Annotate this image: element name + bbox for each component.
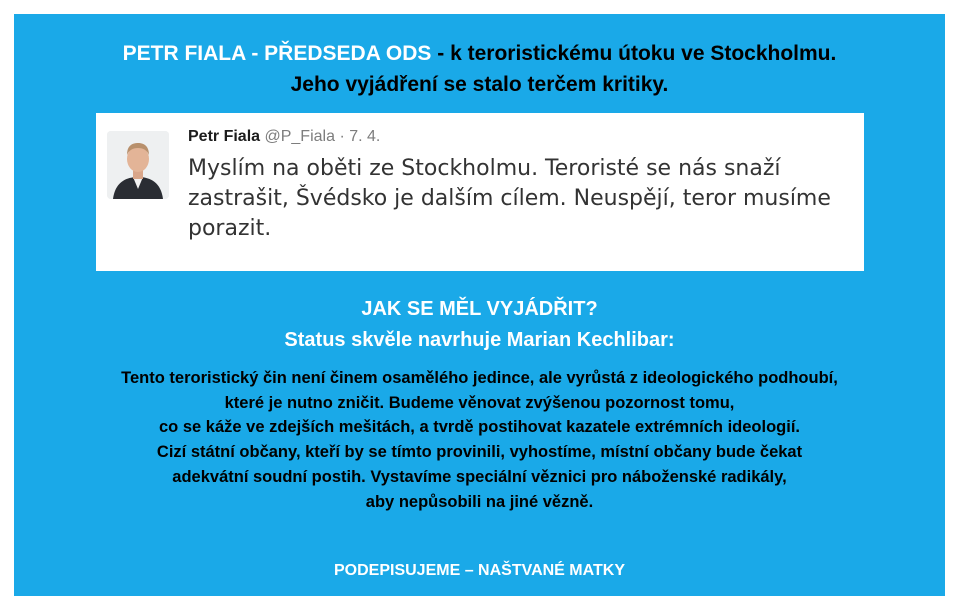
blue-panel: [14, 14, 945, 596]
tweet-date[interactable]: 7. 4.: [349, 128, 381, 145]
tweet-handle[interactable]: @P_Fiala: [264, 128, 335, 145]
headline-topic: - k teroristickému útoku ve Stockholmu.: [431, 42, 837, 65]
avatar: [107, 131, 169, 199]
statement-line: Tento teroristický čin není činem osamělého jedince, ale vyrůstá z ideologického podhoubí,: [121, 369, 838, 387]
portrait-photo: [107, 131, 169, 199]
tweet-header: [188, 128, 380, 146]
headline-line-2: Jeho vyjádření se stalo terčem kritiky.: [290, 73, 669, 96]
headline-line-1: [14, 38, 945, 69]
tweet-separator: ·: [339, 128, 345, 145]
headline-name: PETR FIALA - PŘEDSEDA ODS: [122, 42, 432, 65]
tweet-text: Myslím na oběti ze Stockholmu. Teroristé se nás snaží zastrašit, Švédsko je dalším cílem. Neuspějí, teror musíme porazit.: [188, 156, 831, 241]
statement-line: které je nutno zničit. Budeme věnovat zvýšenou pozornost tomu,: [224, 393, 735, 412]
statement-text: [14, 366, 945, 514]
statement-line: adekvátní soudní postih. Vystavíme speciální věznici pro náboženské radikály,: [172, 467, 787, 486]
tweet-card: [96, 113, 864, 271]
question-title: JAK SE MĚL VYJÁDŘIT?: [361, 298, 598, 320]
statement-line: aby nepůsobili na jiné vězně.: [365, 492, 594, 511]
question-subtitle: Status skvěle navrhuje Marian Kechlibar:: [284, 329, 675, 351]
statement-line: Cizí státní občany, kteří by se tímto provinili, vyhostíme, místní občany bude čekat: [156, 443, 803, 462]
headline: [14, 38, 945, 100]
signature: PODEPISUJEME – NAŠTVANÉ MATKY: [333, 562, 625, 579]
tweet-author-name[interactable]: Petr Fiala: [188, 128, 261, 145]
statement-line: co se káže ve zdejších mešitách, a tvrdě postihovat kazatele extrémních ideologií.: [159, 418, 800, 437]
